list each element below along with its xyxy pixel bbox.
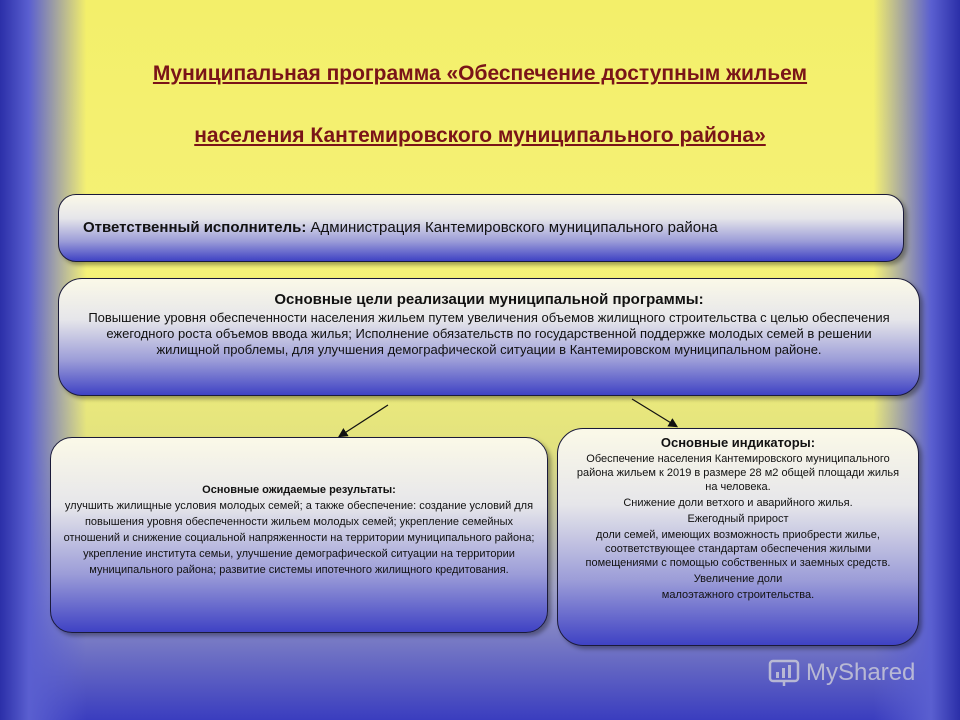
expected-results-heading: Основные ожидаемые результаты: — [202, 484, 396, 496]
indicators-heading: Основные индикаторы: — [660, 435, 816, 450]
page-title-line-1: Муниципальная программа «Обеспечение доступным жильем — [152, 62, 808, 85]
responsible-executor-box — [58, 194, 904, 262]
responsible-executor-value: Администрация Кантемировского муниципального района — [306, 219, 718, 236]
responsible-executor-label: Ответственный исполнитель: — [83, 219, 307, 236]
presentation-chart-icon — [768, 659, 800, 687]
indicators-box — [557, 428, 919, 646]
program-goals-text: Повышение уровня обеспеченности населения жильем путем увеличения объемов жилищного строительства с целью обеспечения ежегодного роста объемов ввода жилья; Исполнение обязательств по государственной поддержке молодых семей в решении жилищной проблемы, для улучшения демографической ситуации в Кантемировском муниципальном районе. — [88, 310, 890, 357]
myshared-watermark — [768, 656, 915, 690]
responsible-executor-text — [83, 219, 718, 236]
expected-results-box — [50, 437, 548, 633]
indicator-line: Снижение доли ветхого и аварийного жилья. — [623, 497, 853, 509]
arrow-to-indicators — [632, 399, 676, 426]
program-goals-heading: Основные цели реализации муниципальной программы: — [274, 291, 704, 308]
indicator-line: малоэтажного строительства. — [661, 589, 815, 601]
watermark-text: MyShared — [806, 659, 916, 686]
indicator-line: Увеличение доли — [693, 573, 783, 585]
indicator-line: Обеспечение населения Кантемировского муниципального района жильем к 2019 в размере 28 м2 общей площади жилья на человека. — [576, 453, 900, 493]
arrow-to-results — [340, 405, 388, 436]
indicator-line: Ежегодный прирост — [687, 513, 789, 525]
indicator-line: доли семей, имеющих возможность приобрести жилье, соответствующее стандартам обеспечения жилыми помещениями с помощью собственных и заемных средств. — [585, 529, 891, 569]
program-goals-box — [58, 278, 920, 396]
expected-results-text: улучшить жилищные условия молодых семей; а также обеспечение: создание условий для повышения уровня обеспеченности жильем молодых семей; укрепление семейных отношений и снижение социальной напряженности на территории муниципального района; укрепление института семьи, улучшение демографической ситуации на территории муниципального района; развитие системы ипотечного жилищного кредитования. — [63, 500, 535, 576]
page-title-line-2: населения Кантемировского муниципального района» — [194, 124, 766, 147]
